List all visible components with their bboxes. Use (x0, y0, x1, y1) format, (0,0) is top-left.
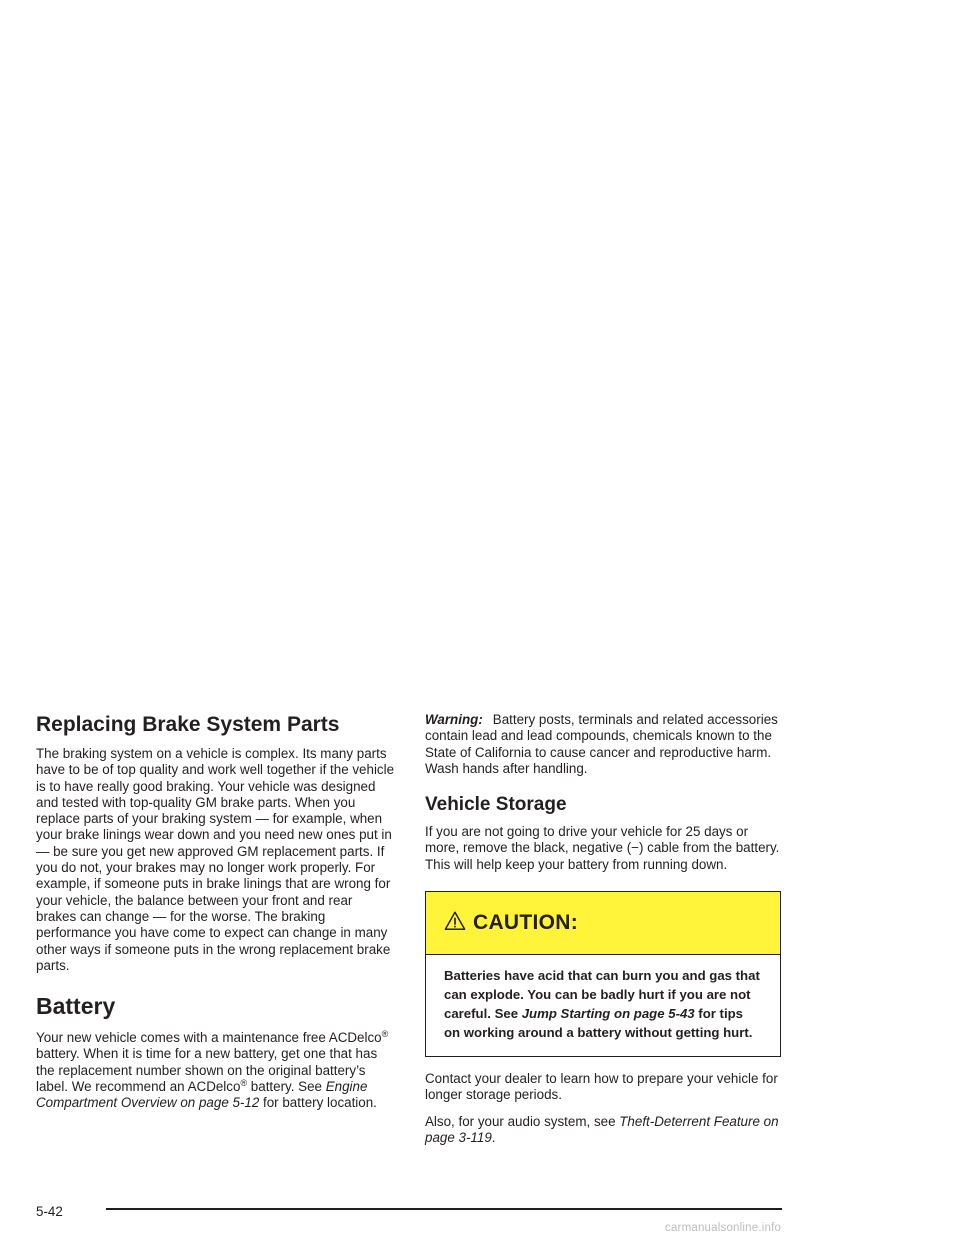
registered-mark: ® (381, 1029, 389, 1040)
audio-text: Also, for your audio system, see (425, 1113, 620, 1129)
battery-heading: Battery (36, 993, 116, 1020)
warning-paragraph (425, 712, 783, 777)
caution-text-1: Batteries have acid that can burn you and gas that can explode. You can be badly hurt if you are not careful. See (444, 968, 760, 1022)
battery-text-2: battery. When it is time for a new battery, get one that has the replacement number shown on the original battery’s label. We recommend an ACDelco (36, 1046, 378, 1095)
warning-label: Warning: (425, 712, 483, 727)
caution-box (425, 891, 781, 1057)
brake-paragraph: The braking system on a vehicle is complex. Its many parts have to be of top quality and work well together if the vehicle is to have really good braking. Your vehicle was designed and tested with top-quality GM brake parts. When you replace parts of your braking system — for example, when your brake linings wear down and you need new ones put in — be sure you get new approved GM replacement parts. If you do not, your brakes may no longer work properly. For example, if someone puts in brake linings that are wrong for your vehicle, the balance between your front and rear brakes can change — for the worse. The braking performance you have come to expect can change in many other ways if someone puts in the wrong replacement brake parts. (36, 746, 395, 973)
registered-mark: ® (240, 1078, 248, 1089)
brake-heading: Replacing Brake System Parts (36, 713, 340, 736)
battery-paragraph (36, 1030, 396, 1111)
warning-triangle-icon (444, 910, 466, 932)
battery-text-3: battery. See (247, 1079, 326, 1095)
jump-starting-link[interactable]: Jump Starting on page 5-43 (521, 1006, 695, 1022)
page-number: 5-42 (36, 1204, 63, 1219)
warning-text: Battery posts, terminals and related accessories contain lead and lead compounds, chemicals known to the State of California to cause cancer and reproductive harm. Wash hands after handling. (425, 712, 778, 776)
caution-header (426, 892, 780, 955)
theft-deterrent-link[interactable]: Theft-Deterrent Feature on page 3-119 (425, 1113, 779, 1145)
audio-paragraph (425, 1114, 783, 1147)
caution-text (444, 966, 762, 1042)
battery-text-4: for battery location. (259, 1095, 377, 1111)
footer-divider (106, 1208, 782, 1210)
storage-paragraph: If you are not going to drive your vehicle for 25 days or more, remove the black, negative (−) cable from the battery. This will help keep your battery from running down. (425, 824, 780, 872)
caution-text-2: for tips on working around a battery without getting hurt. (444, 1006, 753, 1041)
right-column (425, 712, 783, 1146)
engine-compartment-link[interactable]: Engine Compartment Overview on page 5-12 (36, 1079, 368, 1111)
watermark: carmanualsonline.info (665, 1222, 782, 1234)
audio-end: . (491, 1129, 496, 1145)
caution-title: CAUTION: (473, 911, 579, 935)
battery-text-1: Your new vehicle comes with a maintenance free ACDelco (36, 1030, 382, 1046)
left-column (36, 712, 396, 1112)
storage-heading: Vehicle Storage (425, 794, 567, 816)
caution-body (426, 955, 780, 1056)
dealer-paragraph: Contact your dealer to learn how to prepare your vehicle for longer storage periods. (425, 1071, 778, 1103)
